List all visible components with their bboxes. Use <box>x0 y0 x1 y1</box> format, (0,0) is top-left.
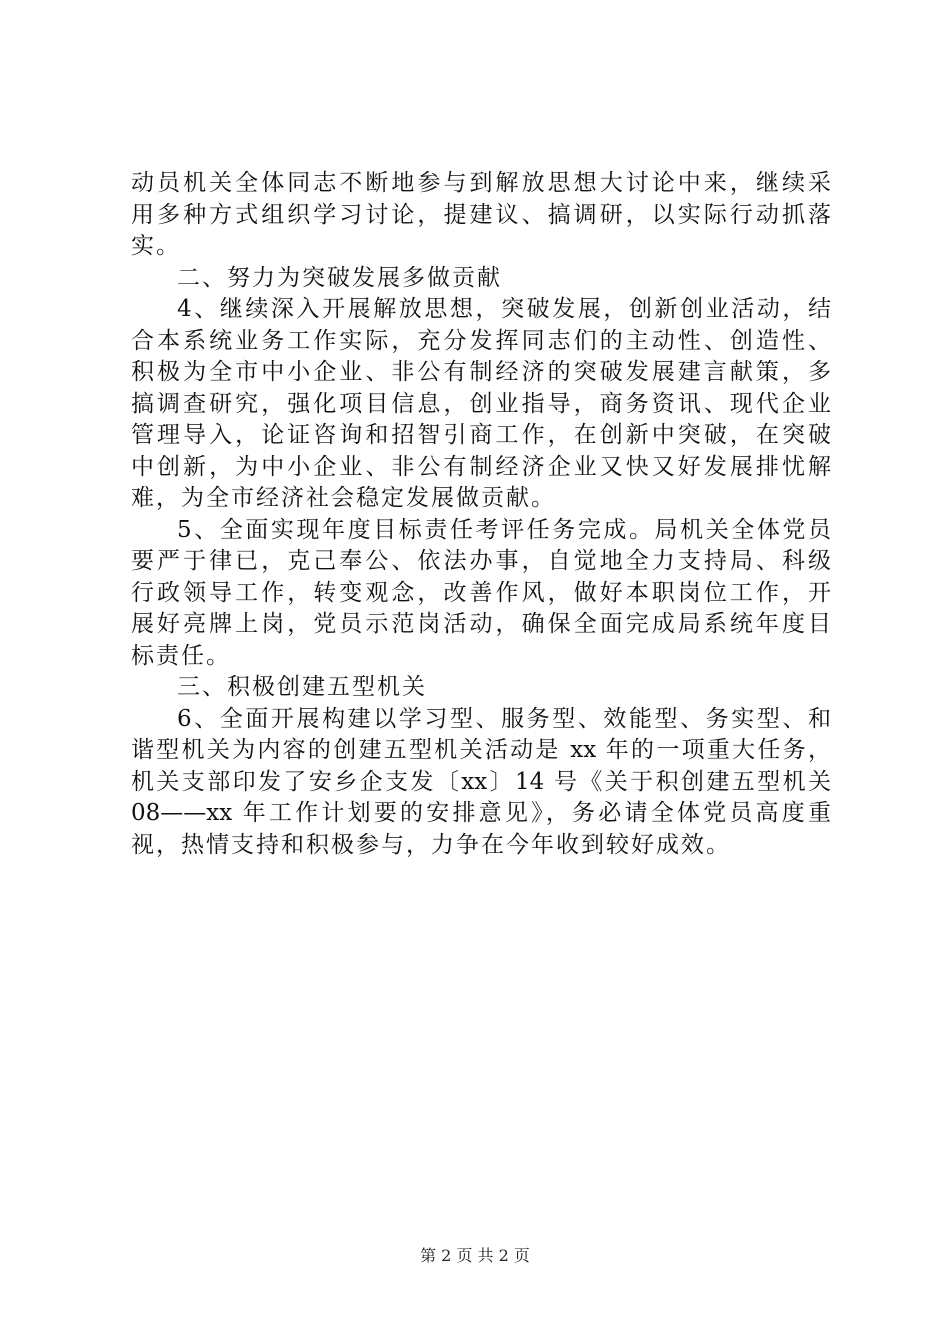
text-line: 难，为全市经济社会稳定发展做贡献。 <box>131 485 556 511</box>
text-line: 行政领导工作，转变观念，改善作风，做好本职岗位工作，开 <box>131 579 831 606</box>
text-line: 搞调查研究，强化项目信息，创业指导，商务资讯、现代企业 <box>131 390 831 417</box>
text-line: 要严于律已，克己奉公、依法办事，自觉地全力支持局、科级 <box>131 548 831 574</box>
document-body <box>131 168 831 861</box>
text-line: 08——xx 年工作计划要的安排意见》，务必请全体党员高度重 <box>131 800 831 826</box>
text-line: 动员机关全体同志不断地参与到解放思想大讨论中来，继续采 <box>131 170 831 196</box>
text-line: 三、积极创建五型机关 <box>177 674 427 700</box>
text-line: 展好亮牌上岗，党员示范岗活动，确保全面完成局系统年度目 <box>131 611 831 637</box>
text-line: 用多种方式组织学习讨论，提建议、搞调研，以实际行动抓落 <box>131 201 831 228</box>
text-line: 管理导入，论证咨询和招智引商工作，在创新中突破，在突破 <box>131 422 831 448</box>
text-line: 6、全面开展构建以学习型、服务型、效能型、务实型、和 <box>177 705 831 732</box>
text-line: 合本系统业务工作实际，充分发挥同志们的主动性、创造性、 <box>131 327 831 354</box>
text-line: 中创新，为中小企业、非公有制经济企业又快又好发展排忧解 <box>131 453 831 480</box>
text-line: 4、继续深入开展解放思想，突破发展，创新创业活动，结 <box>177 296 831 322</box>
text-line: 谐型机关为内容的创建五型机关活动是 xx 年的一项重大任务， <box>131 737 831 763</box>
text-line: 标责任。 <box>131 642 231 669</box>
text-line: 二、努力为突破发展多做贡献 <box>177 264 502 291</box>
text-line: 机关支部印发了安乡企支发〔xx〕14 号《关于积创建五型机关 <box>131 768 831 795</box>
page-footer: 第 2 页 共 2 页 <box>420 1246 530 1265</box>
text-line: 视，热情支持和积极参与，力争在今年收到较好成效。 <box>131 831 731 858</box>
text-line: 5、全面实现年度目标责任考评任务完成。局机关全体党员 <box>177 516 831 543</box>
text-line: 积极为全市中小企业、非公有制经济的突破发展建言献策，多 <box>131 359 831 385</box>
text-line: 实。 <box>131 233 181 259</box>
